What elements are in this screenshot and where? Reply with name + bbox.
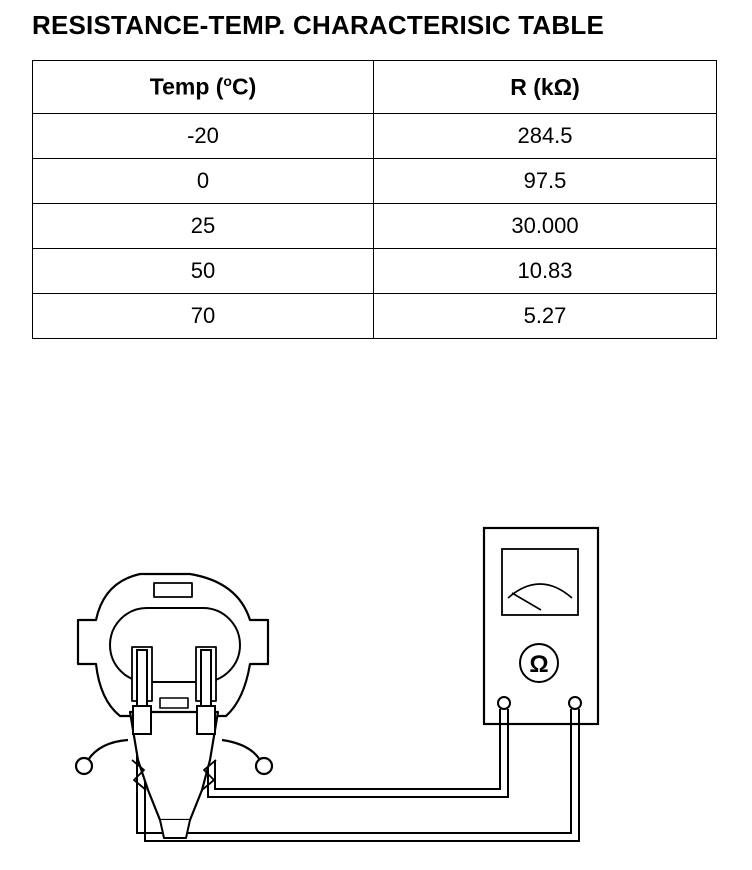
temp-cell: 50 [33, 249, 374, 294]
resistance-cell: 97.5 [374, 159, 717, 204]
probe-wire-left-outer [215, 709, 500, 789]
temp-cell: 25 [33, 204, 374, 249]
connector-latch [154, 583, 192, 597]
meter-symbol: Ω [529, 651, 549, 678]
page-title: RESISTANCE-TEMP. CHARACTERISIC TABLE [32, 10, 605, 40]
connector-slot [160, 698, 188, 708]
probe-right-handle [197, 706, 215, 734]
resistance-column-header: R (kΩ) [374, 61, 717, 114]
temp-cell: 0 [33, 159, 374, 204]
resistance-cell: 10.83 [374, 249, 717, 294]
ohmmeter-icon [484, 528, 598, 724]
resistance-cell: 5.27 [374, 294, 717, 339]
connector-wing-left-hole [76, 758, 92, 774]
connector-inner-cavity [110, 608, 240, 682]
connector-wing-left [88, 740, 128, 760]
probe-left-shaft [137, 650, 147, 708]
temp-cell: -20 [33, 114, 374, 159]
connector-wing-right-hole [256, 758, 272, 774]
temp-cell: 70 [33, 294, 374, 339]
resistance-cell: 30.000 [374, 204, 717, 249]
sensor-tip [160, 820, 190, 838]
resistance-cell: 284.5 [374, 114, 717, 159]
probe-right-shaft [201, 650, 211, 708]
meter-probe-jack-left [498, 697, 510, 709]
meter-probe-jack-right [569, 697, 581, 709]
connector-wing-right [222, 740, 260, 760]
probe-left-handle [133, 706, 151, 734]
temperature-sensor-connector-icon [76, 574, 272, 838]
temp-column-header: Temp ($^o$C) [33, 61, 374, 114]
